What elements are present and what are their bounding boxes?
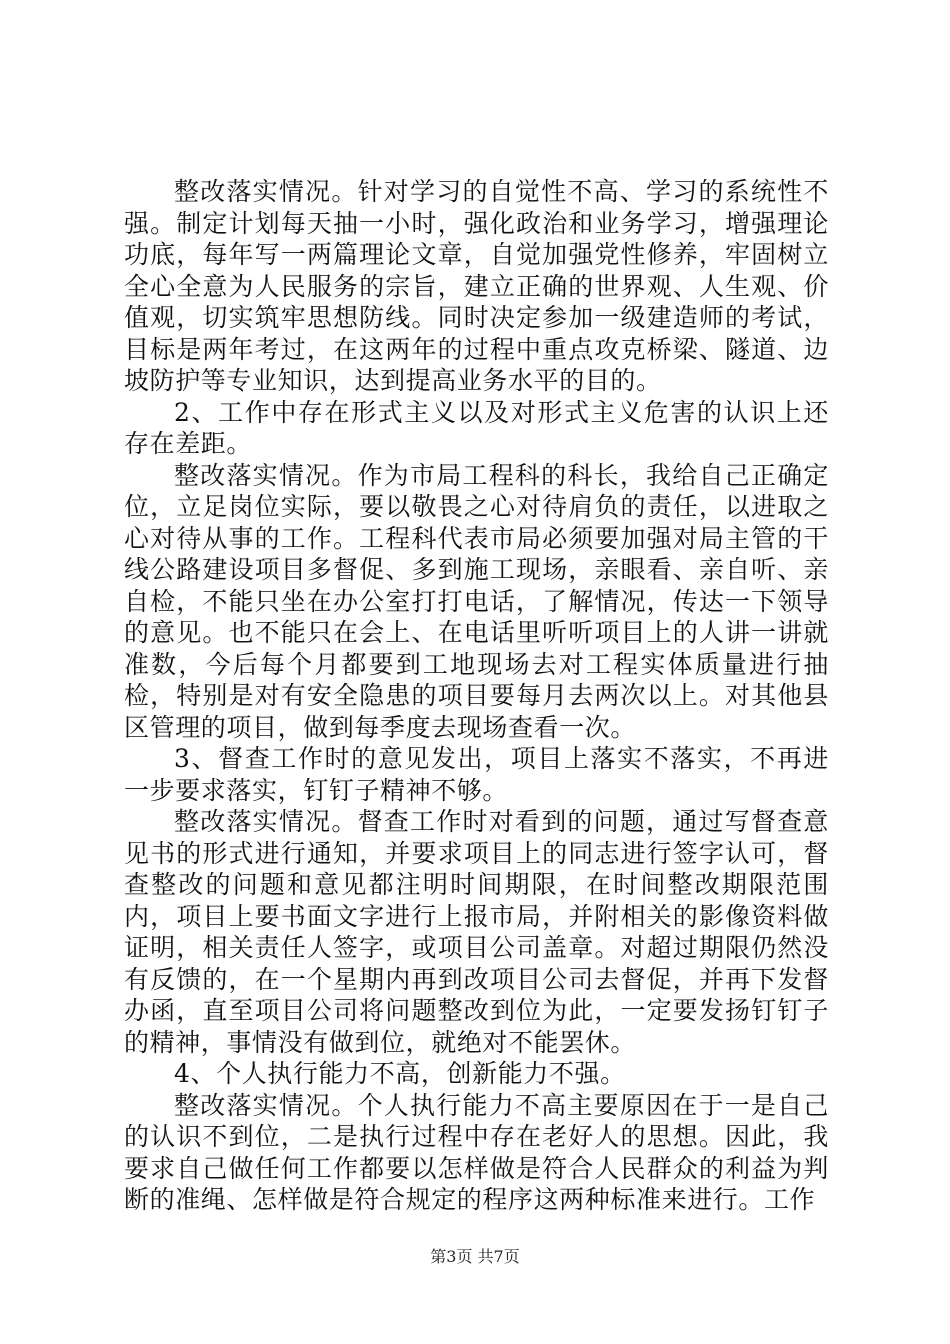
paragraph-7: 整改落实情况。个人执行能力不高主要原因在于一是自己的认识不到位，二是执行过程中存在老好人的思想。因此，我要求自己做任何工作都要以怎样做是符合人民群众的利益为判断的准绳、怎样做是符合规定的程序这两种标准来进行。工作 (124, 1090, 829, 1214)
paragraph-3: 整改落实情况。作为市局工程科的科长，我给自己正确定位，立足岗位实际，要以敬畏之心对待肩负的责任，以进取之心对待从事的工作。工程科代表市局必须要加强对局主管的干线公路建设项目多督促、多到施工现场，亲眼看、亲自听、亲自检，不能只坐在办公室打打电话，了解情况，传达一下领导的意见。也不能只在会上、在电话里听听项目上的人讲一讲就准数，今后每个月都要到工地现场去对工程实体质量进行抽检，特别是对有安全隐患的项目要每月去两次以上。对其他县区管理的项目，做到每季度去现场查看一次。 (124, 460, 829, 742)
paragraph-4: 3、督查工作时的意见发出，项目上落实不落实，不再进一步要求落实，钉钉子精神不够。 (124, 744, 829, 805)
document-body (124, 176, 829, 1216)
paragraph-5: 整改落实情况。督查工作时对看到的问题，通过写督查意见书的形式进行通知，并要求项目上的同志进行签字认可，督查整改的问题和意见都注明时间期限，在时间整改期限范围内，项目上要书面文字进行上报市局，并附相关的影像资料做证明，相关责任人签字，或项目公司盖章。对超过期限仍然没有反馈的，在一个星期内再到改项目公司去督促，并再下发督办函，直至项目公司将问题整改到位为此，一定要发扬钉钉子的精神，事情没有做到位，就绝对不能罢休。 (124, 807, 829, 1057)
paragraph-1: 整改落实情况。针对学习的自觉性不高、学习的系统性不强。制定计划每天抽一小时，强化政治和业务学习，增强理论功底，每年写一两篇理论文章，自觉加强党性修养，牢固树立全心全意为人民服务的宗旨，建立正确的世界观、人生观、价值观，切实筑牢思想防线。同时决定参加一级建造师的考试，目标是两年考过，在这两年的过程中重点攻克桥梁、隧道、边坡防护等专业知识，达到提高业务水平的目的。 (124, 177, 829, 395)
page-footer: 第3页 共7页 (430, 1247, 520, 1266)
paragraph-6: 4、个人执行能力不高，创新能力不强。 (174, 1059, 626, 1088)
paragraph-2: 2、工作中存在形式主义以及对形式主义危害的认识上还存在差距。 (124, 397, 829, 458)
